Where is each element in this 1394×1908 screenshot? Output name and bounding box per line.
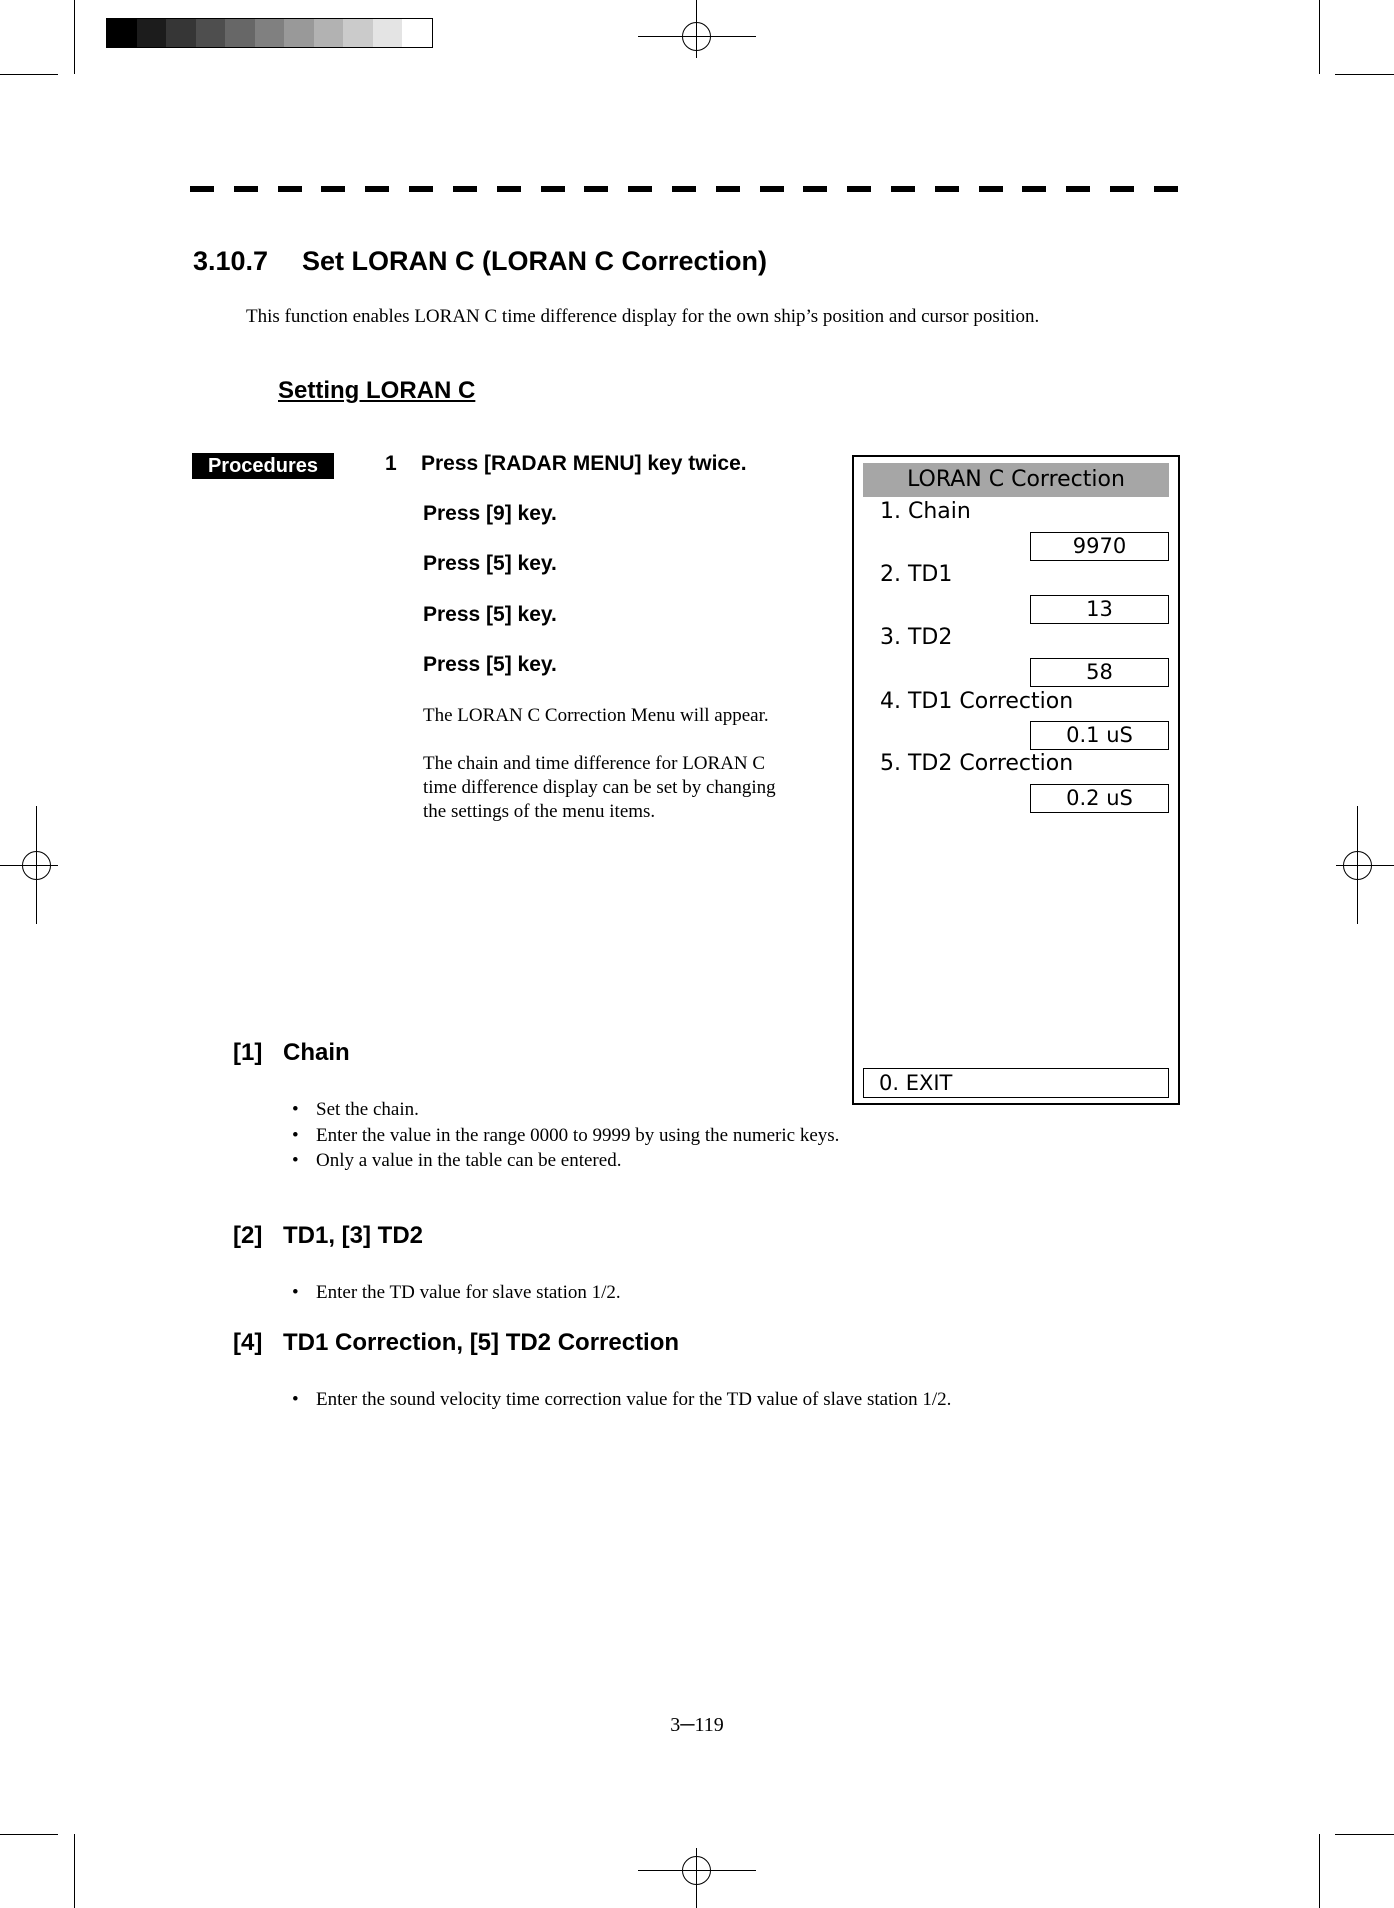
step-line: Press [9] key. bbox=[423, 502, 557, 525]
grayscale-swatch bbox=[402, 19, 432, 47]
dash-segment bbox=[935, 186, 959, 192]
dash-segment bbox=[409, 186, 433, 192]
dash-segment bbox=[1022, 186, 1046, 192]
grayscale-swatch bbox=[373, 19, 403, 47]
exit-button[interactable]: 0. EXIT bbox=[863, 1068, 1169, 1098]
procedure-note-line: The chain and time difference for LORAN C bbox=[423, 753, 766, 774]
dash-segment bbox=[497, 186, 521, 192]
procedure-note: The LORAN C Correction Menu will appear. bbox=[423, 705, 769, 726]
step-line: Press [5] key. bbox=[423, 603, 557, 626]
menu-item-td2-correction[interactable]: 5. TD2 Correction bbox=[880, 751, 1074, 776]
loran-correction-menu bbox=[852, 455, 1180, 1105]
dash-segment bbox=[716, 186, 740, 192]
dash-segment bbox=[541, 186, 565, 192]
dash-segment bbox=[1154, 186, 1178, 192]
td2-correction-value[interactable]: 0.2 uS bbox=[1030, 784, 1169, 813]
menu-item-td1-correction[interactable]: 4. TD1 Correction bbox=[880, 689, 1074, 714]
grayscale-swatch bbox=[166, 19, 196, 47]
grayscale-swatch bbox=[284, 19, 314, 47]
item-title: Chain bbox=[283, 1039, 350, 1066]
item-tag: [1] bbox=[233, 1039, 263, 1066]
grayscale-swatch bbox=[137, 19, 167, 47]
dash-segment bbox=[803, 186, 827, 192]
chain-bullets bbox=[290, 1097, 839, 1174]
chain-value[interactable]: 9970 bbox=[1030, 532, 1169, 561]
dash-segment bbox=[979, 186, 1003, 192]
procedures-badge: Procedures bbox=[192, 453, 334, 479]
list-item: • Enter the sound velocity time correction value for the TD value of slave station 1/2. bbox=[290, 1387, 951, 1413]
dash-segment bbox=[891, 186, 915, 192]
subheading: Setting LORAN C bbox=[278, 377, 476, 404]
dashed-divider bbox=[190, 186, 1178, 192]
grayscale-swatch bbox=[255, 19, 285, 47]
td1-correction-value[interactable]: 0.1 uS bbox=[1030, 721, 1169, 750]
td-correction-bullets bbox=[290, 1387, 951, 1413]
dash-segment bbox=[1066, 186, 1090, 192]
grayscale-swatch bbox=[343, 19, 373, 47]
item-title: TD1, [3] TD2 bbox=[283, 1222, 424, 1249]
page-number: 3─119 bbox=[670, 1714, 724, 1736]
dash-segment bbox=[584, 186, 608, 192]
procedure-note-line: time difference display can be set by changing bbox=[423, 777, 776, 798]
step-line: Press [5] key. bbox=[423, 653, 557, 676]
menu-item-td1[interactable]: 2. TD1 bbox=[880, 562, 953, 587]
step-line: Press [5] key. bbox=[423, 552, 557, 575]
dash-segment bbox=[278, 186, 302, 192]
section-title bbox=[193, 246, 767, 277]
item-heading-chain bbox=[233, 1039, 350, 1067]
procedure-note-line: the settings of the menu items. bbox=[423, 801, 656, 822]
list-item: • Set the chain. bbox=[290, 1097, 839, 1123]
td2-value[interactable]: 58 bbox=[1030, 658, 1169, 687]
grayscale-swatch bbox=[314, 19, 344, 47]
item-tag: [4] bbox=[233, 1329, 263, 1356]
section-number: 3.10.7 bbox=[193, 246, 269, 276]
section-title-text: Set LORAN C (LORAN C Correction) bbox=[302, 246, 767, 276]
dash-segment bbox=[1110, 186, 1134, 192]
dash-segment bbox=[847, 186, 871, 192]
step-line: Press [RADAR MENU] key twice. bbox=[421, 452, 747, 475]
item-heading-td bbox=[233, 1222, 423, 1250]
grayscale-bar bbox=[106, 18, 433, 48]
dash-segment bbox=[321, 186, 345, 192]
dash-segment bbox=[234, 186, 258, 192]
td1-value[interactable]: 13 bbox=[1030, 595, 1169, 624]
menu-item-td2[interactable]: 3. TD2 bbox=[880, 625, 953, 650]
list-item: • Enter the value in the range 0000 to 9999 by using the numeric keys. bbox=[290, 1123, 839, 1149]
dash-segment bbox=[190, 186, 214, 192]
grayscale-swatch bbox=[196, 19, 226, 47]
grayscale-swatch bbox=[107, 19, 137, 47]
item-tag: [2] bbox=[233, 1222, 263, 1249]
intro-text: This function enables LORAN C time difference display for the own ship’s position and cursor position. bbox=[246, 306, 1040, 327]
item-title: TD1 Correction, [5] TD2 Correction bbox=[283, 1329, 680, 1356]
dash-segment bbox=[760, 186, 784, 192]
list-item: • Only a value in the table can be entered. bbox=[290, 1148, 839, 1174]
dash-segment bbox=[365, 186, 389, 192]
menu-title: LORAN C Correction bbox=[863, 463, 1169, 497]
grayscale-swatch bbox=[225, 19, 255, 47]
list-item: • Enter the TD value for slave station 1/2. bbox=[290, 1280, 621, 1306]
menu-item-chain[interactable]: 1. Chain bbox=[880, 499, 971, 524]
dash-segment bbox=[628, 186, 652, 192]
dash-segment bbox=[453, 186, 477, 192]
step-number: 1 bbox=[385, 452, 397, 475]
item-heading-td-correction bbox=[233, 1329, 679, 1357]
td-bullets bbox=[290, 1280, 621, 1306]
dash-segment bbox=[672, 186, 696, 192]
